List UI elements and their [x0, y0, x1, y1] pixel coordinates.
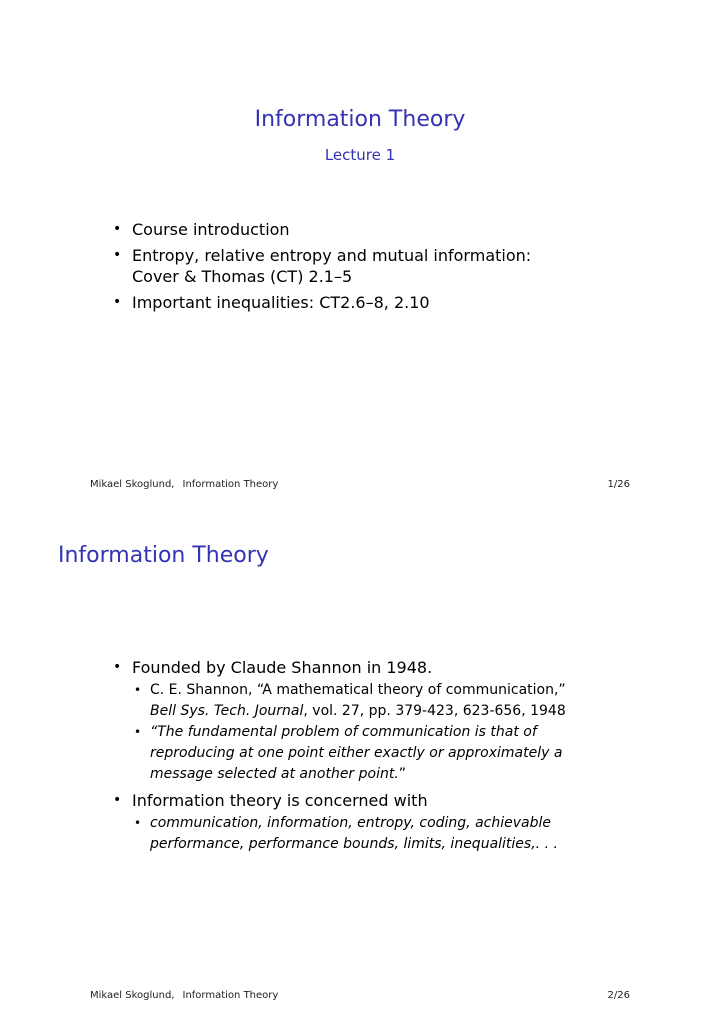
bullet-text: Important inequalities: CT2.6–8, 2.10 [132, 293, 430, 312]
journal-name: Bell Sys. Tech. Journal [150, 703, 304, 719]
quote-line-2: reproducing at one point either exactly or approximately a [150, 745, 563, 761]
slide-2 [0, 509, 720, 1019]
bullet-icon: • [134, 725, 142, 739]
quote-line-3: message selected at another point. [150, 766, 399, 782]
footer-course: Information Theory [182, 479, 279, 490]
topics-line-2: performance, performance bounds, limits, inequalities,. . . [150, 836, 558, 852]
slide-1-bullet-list [110, 219, 531, 318]
slide-2-page-number: 2/26 [607, 990, 630, 1001]
quote-line-1: “The fundamental problem of communication is that of [150, 724, 537, 740]
slide-1-subtitle: Lecture 1 [324, 146, 396, 164]
slide-1-bullet-1 [110, 219, 531, 240]
topics-line-1: communication, information, entropy, coding, achievable [150, 815, 552, 831]
slide-2-bullet-2 [110, 790, 650, 855]
bullet-icon: • [113, 792, 122, 808]
sub-bullet-citation [132, 680, 650, 722]
bullet-icon: • [134, 816, 142, 830]
bullet-icon: • [113, 221, 122, 237]
bullet-icon: • [134, 683, 142, 697]
citation-details: , vol. 27, pp. 379-423, 623-656, 1948 [303, 703, 566, 719]
bullet-text: Information theory is concerned with [132, 791, 428, 810]
citation-line-1: C. E. Shannon, “A mathematical theory of communication,” [150, 682, 566, 698]
footer-author: Mikael Skoglund, [90, 990, 175, 1001]
slide-2-footer-left [90, 990, 278, 1001]
slide-1-bullet-2 [110, 245, 531, 287]
sub-bullet-quote [132, 722, 650, 785]
bullet-text-line-2: Cover & Thomas (CT) 2.1–5 [132, 267, 353, 286]
bullet-text-line-1: Entropy, relative entropy and mutual information: [132, 246, 532, 265]
sub-bullet-list [132, 680, 650, 785]
sub-bullet-list [132, 813, 650, 855]
quote-close: ” [398, 766, 407, 782]
slide-1-footer-left [90, 479, 278, 490]
bullet-icon: • [113, 659, 122, 675]
bullet-text: Course introduction [132, 220, 290, 239]
slide-1-title: Information Theory [254, 107, 466, 132]
slide-2-bullet-1 [110, 657, 650, 785]
bullet-text: Founded by Claude Shannon in 1948. [132, 658, 433, 677]
slide-1-bullet-3 [110, 292, 531, 313]
slide-1 [0, 0, 720, 509]
bullet-icon: • [113, 247, 122, 263]
slide-2-bullet-list [110, 657, 650, 860]
slide-2-title: Information Theory [58, 543, 269, 568]
bullet-icon: • [113, 294, 122, 310]
footer-author: Mikael Skoglund, [90, 479, 175, 490]
footer-course: Information Theory [182, 990, 279, 1001]
slide-1-page-number: 1/26 [607, 479, 630, 490]
sub-bullet-topics [132, 813, 650, 855]
